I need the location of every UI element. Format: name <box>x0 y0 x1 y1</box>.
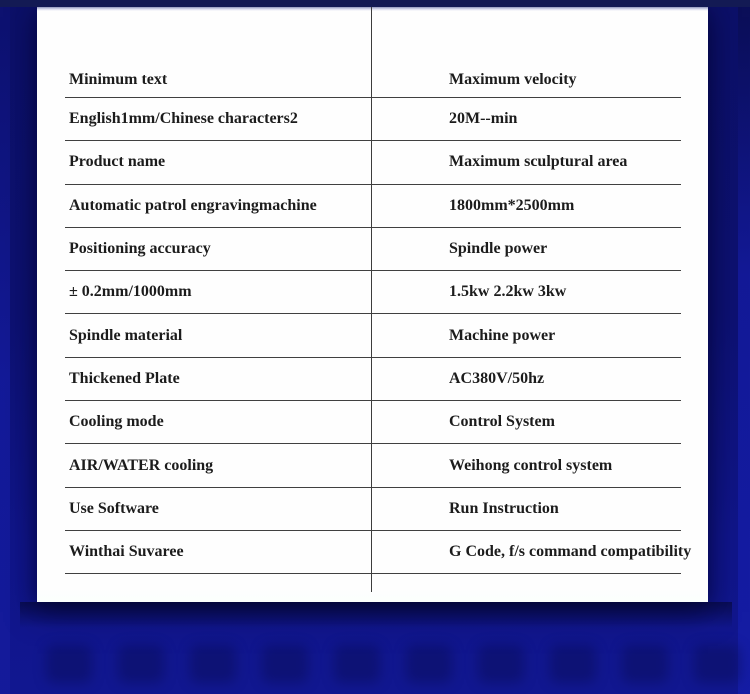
watermark-blob <box>694 645 740 683</box>
spec-cell-left: English1mm/Chinese characters2 <box>69 110 298 128</box>
spec-cell-left: Spindle material <box>69 326 183 344</box>
spec-table <box>65 7 692 574</box>
watermark-blob <box>190 645 236 683</box>
spec-cell-left: Automatic patrol engravingmachine <box>69 196 317 214</box>
table-row <box>65 185 681 228</box>
table-row <box>65 401 681 444</box>
spec-cell-right: Maximum velocity <box>449 71 577 88</box>
table-row <box>65 228 681 271</box>
spec-cell-right: Run Instruction <box>449 499 559 517</box>
table-row <box>65 98 681 141</box>
spec-card <box>37 7 708 602</box>
spec-cell-left: Winthai Suvaree <box>69 543 184 561</box>
spec-cell-left: Product name <box>69 153 166 171</box>
watermark-pattern <box>0 638 750 690</box>
left-edge-highlight <box>0 0 10 694</box>
spec-cell-left: Use Software <box>69 499 159 517</box>
table-row <box>65 358 681 401</box>
table-row <box>65 531 692 574</box>
spec-cell-left: Thickened Plate <box>69 369 180 387</box>
watermark-blob <box>478 645 524 683</box>
watermark-blob <box>46 645 92 683</box>
watermark-blob <box>262 645 308 683</box>
spec-cell-right: G Code, f/s command compatibility <box>449 543 692 561</box>
table-row <box>65 314 681 357</box>
spec-cell-right: 1.5kw 2.2kw 3kw <box>449 283 567 301</box>
spec-cell-right: Machine power <box>449 326 556 344</box>
spec-cell-left: AIR/WATER cooling <box>69 456 214 474</box>
watermark-blob <box>334 645 380 683</box>
card-drop-shadow <box>20 602 732 628</box>
spec-cell-left: Minimum text <box>69 71 168 88</box>
right-edge-highlight <box>738 0 750 694</box>
table-row <box>65 488 681 531</box>
top-banner-strip <box>0 0 750 7</box>
watermark-blob <box>406 645 452 683</box>
spec-cell-left: Positioning accuracy <box>69 240 211 258</box>
column-divider-line <box>371 7 372 592</box>
spec-cell-right: Maximum sculptural area <box>449 153 628 171</box>
spec-cell-right: Control System <box>449 413 555 431</box>
table-row <box>65 271 681 314</box>
spec-cell-right: 1800mm*2500mm <box>449 196 575 214</box>
spec-cell-right: AC380V/50hz <box>449 369 545 387</box>
table-row <box>65 7 681 98</box>
watermark-blob <box>118 645 164 683</box>
watermark-blob <box>550 645 596 683</box>
spec-cell-left: ± 0.2mm/1000mm <box>69 283 192 301</box>
watermark-blob <box>622 645 668 683</box>
spec-cell-right: 20M--min <box>449 110 518 128</box>
table-row <box>65 444 681 487</box>
table-row <box>65 141 681 184</box>
spec-cell-left: Cooling mode <box>69 413 164 431</box>
spec-cell-right: Weihong control system <box>449 456 613 474</box>
spec-cell-right: Spindle power <box>449 240 548 258</box>
